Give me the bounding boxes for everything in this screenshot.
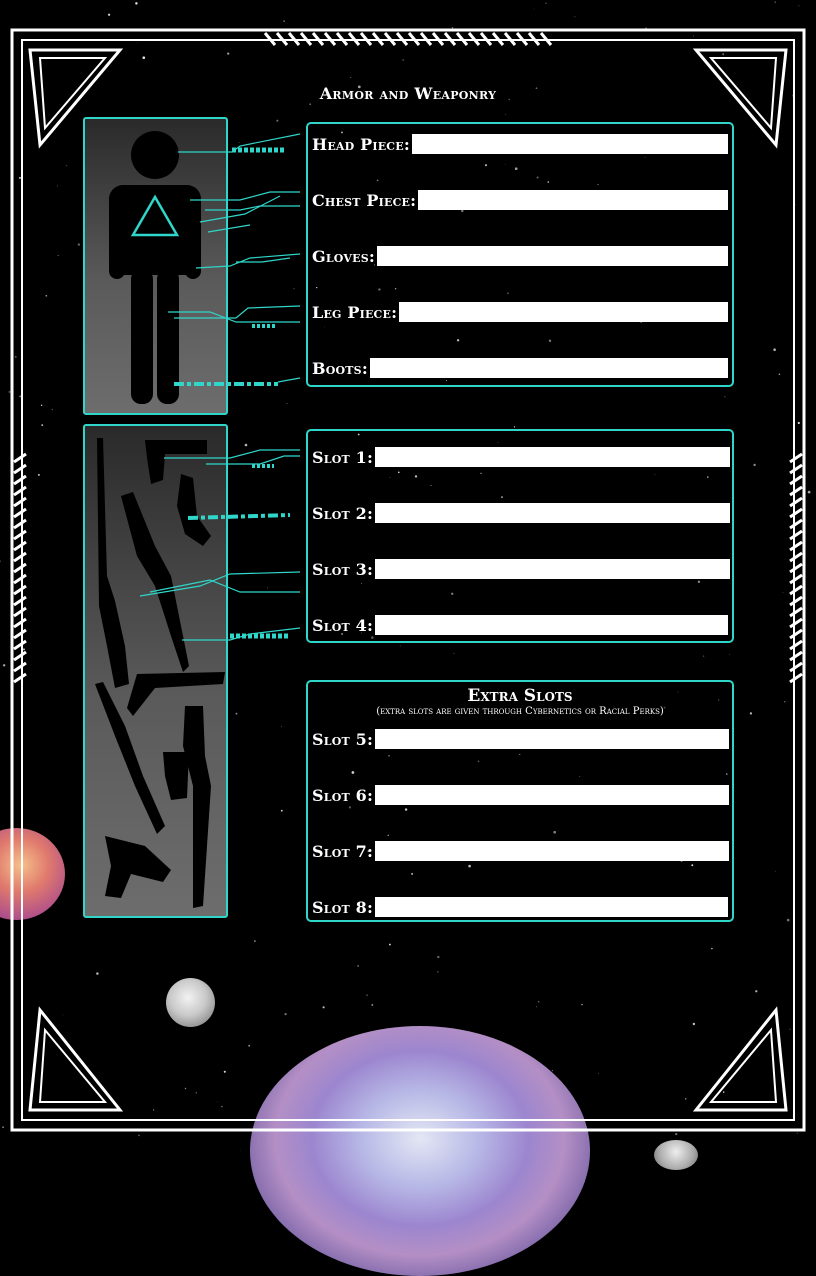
page-title: Armor and Weaponry (319, 84, 497, 103)
slot-7-label: Slot 7: (312, 841, 374, 861)
extra-slots-title: Extra Slots (467, 686, 573, 706)
slot-2-field (312, 502, 730, 524)
head-piece-input[interactable] (412, 134, 728, 154)
slot-3-field (312, 558, 730, 580)
slot-4-input[interactable] (375, 615, 728, 635)
leg-piece-field (312, 301, 728, 323)
slot-8-input[interactable] (375, 897, 728, 917)
slot-5-input[interactable] (375, 729, 729, 749)
gloves-field (312, 245, 728, 267)
slot-1-input[interactable] (375, 447, 730, 467)
gloves-input[interactable] (377, 246, 728, 266)
slot-6-field (312, 784, 729, 806)
slot-7-input[interactable] (375, 841, 729, 861)
slot-3-input[interactable] (375, 559, 730, 579)
head-piece-label: Head Piece: (312, 134, 410, 154)
slot-5-field (312, 728, 729, 750)
boots-input[interactable] (370, 358, 728, 378)
head-piece-field (312, 133, 728, 155)
extra-slots-note: (extra slots are given through Cybernetics or Racial Perks) (376, 706, 664, 717)
slot-4-field (312, 614, 728, 636)
chest-piece-input[interactable] (418, 190, 728, 210)
slot-8-field (312, 896, 728, 918)
small-moon-image (654, 1140, 698, 1170)
boots-label: Boots: (312, 358, 368, 378)
slot-6-label: Slot 6: (312, 785, 374, 805)
leg-piece-input[interactable] (399, 302, 728, 322)
slot-1-label: Slot 1: (312, 447, 374, 467)
boots-field (312, 357, 728, 379)
armor-form-box (306, 122, 734, 387)
gloves-label: Gloves: (312, 246, 375, 266)
weapon-slots-box (306, 429, 734, 643)
slot-2-label: Slot 2: (312, 503, 374, 523)
moon-image (166, 978, 215, 1027)
slot-4-label: Slot 4: (312, 615, 374, 635)
leg-piece-label: Leg Piece: (312, 302, 398, 322)
human-silhouette-icon (85, 119, 226, 413)
slot-1-field (312, 446, 730, 468)
purple-planet-image (250, 1026, 590, 1276)
slot-6-input[interactable] (375, 785, 729, 805)
chest-piece-field (312, 189, 728, 211)
slot-8-label: Slot 8: (312, 897, 374, 917)
gun-silhouettes-icon (85, 426, 226, 916)
chest-piece-label: Chest Piece: (312, 190, 417, 210)
extra-slots-box (306, 680, 734, 922)
body-silhouette-panel (83, 117, 228, 415)
weapons-silhouette-panel (83, 424, 228, 918)
slot-2-input[interactable] (375, 503, 730, 523)
slot-7-field (312, 840, 729, 862)
slot-5-label: Slot 5: (312, 729, 374, 749)
slot-3-label: Slot 3: (312, 559, 374, 579)
